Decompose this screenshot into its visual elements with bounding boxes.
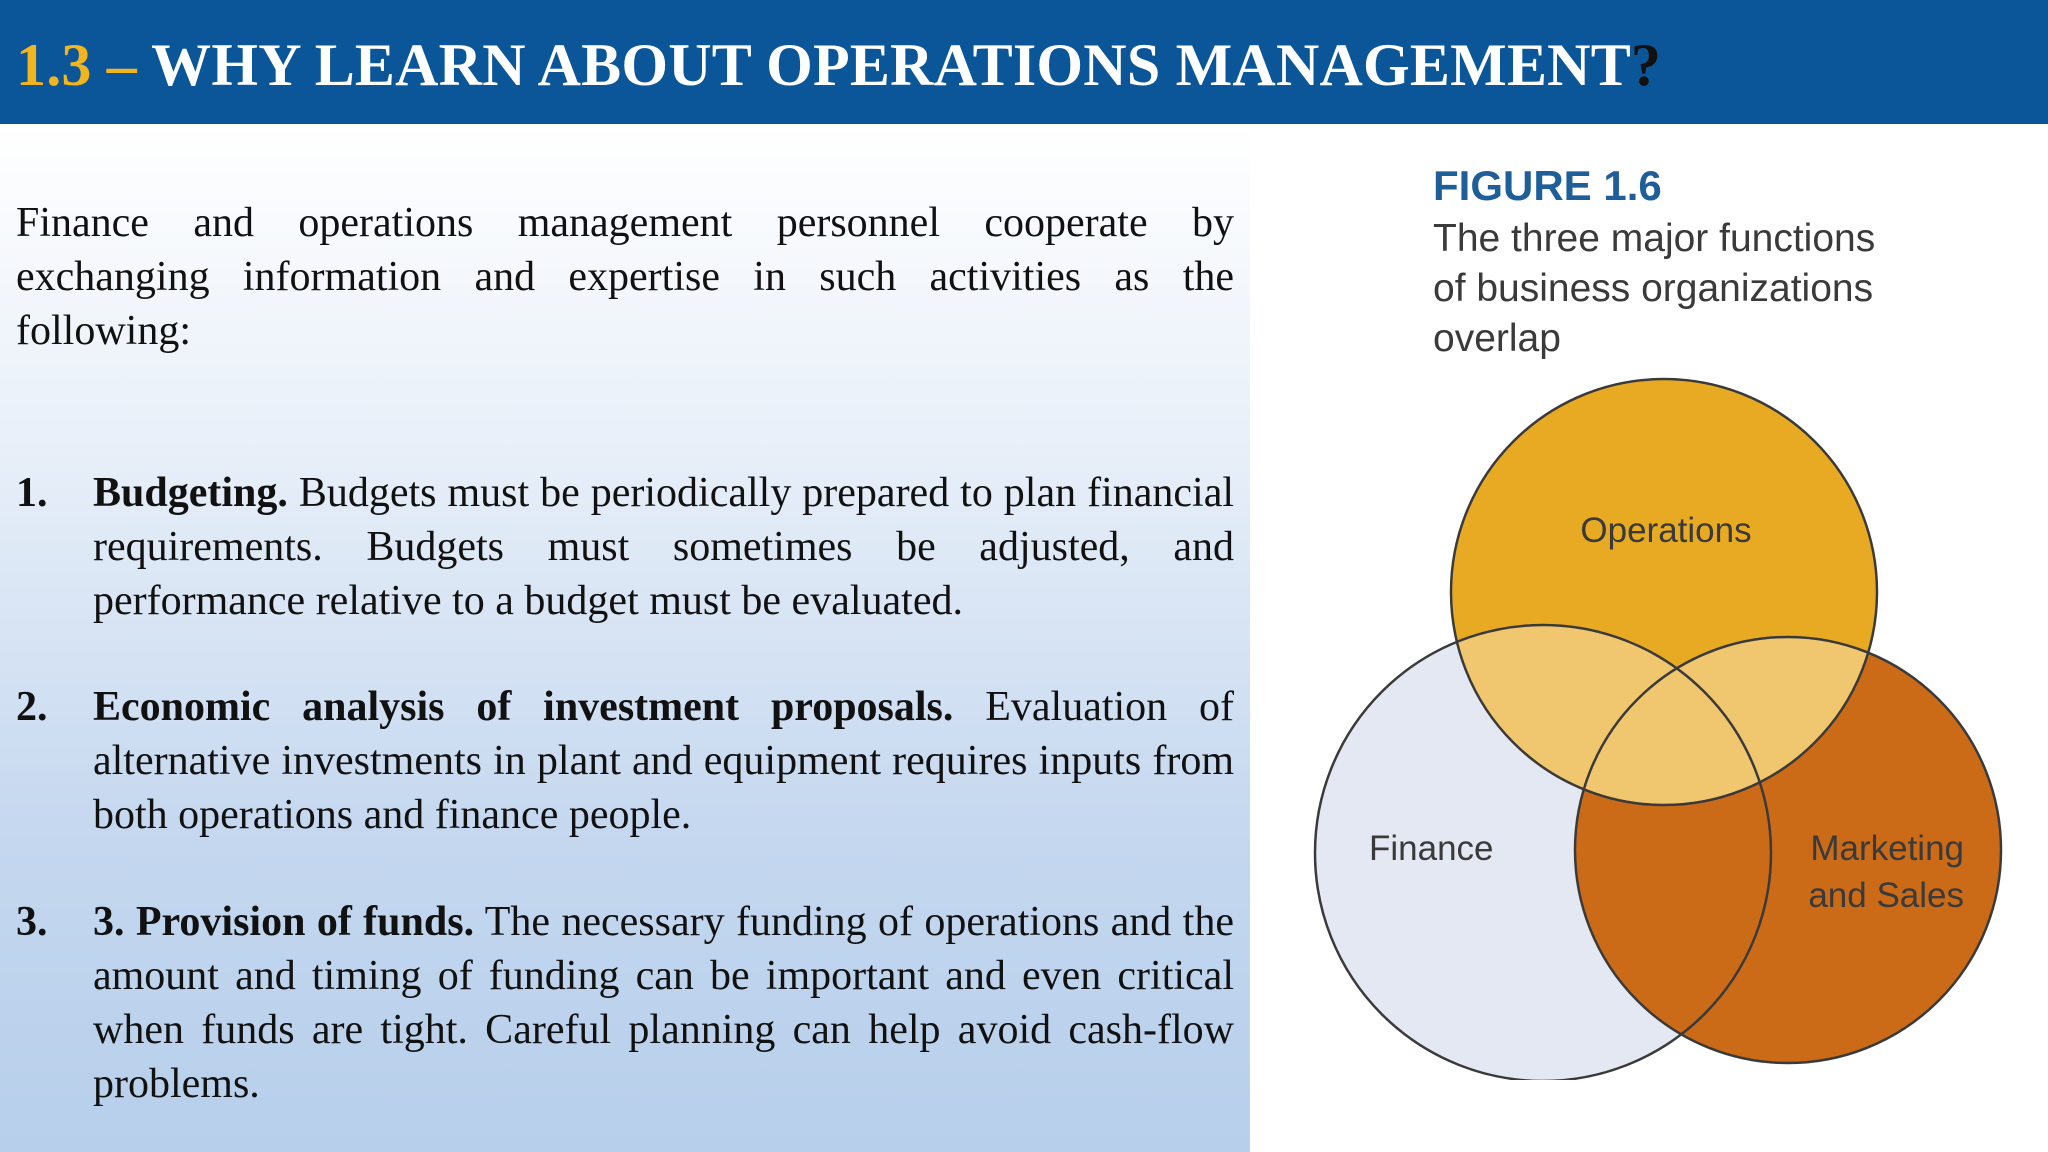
section-number: 1.3 bbox=[16, 32, 92, 98]
item-number: 1. bbox=[16, 470, 48, 516]
item-description: Budgets must be periodically prepared to plan financial requirements. Budgets must sometimes be adjusted, and performance relative to a budget must be evaluated. bbox=[93, 470, 1234, 624]
intro-paragraph: Finance and operations management personnel cooperate by exchanging information and expertise in such activities as the following: bbox=[16, 200, 1234, 354]
item-body bbox=[93, 895, 1234, 1111]
list-item-budgeting bbox=[16, 466, 1234, 628]
figure-caption bbox=[1433, 214, 1993, 364]
venn-diagram bbox=[1300, 360, 2020, 1080]
list-item-provision-of-funds bbox=[16, 895, 1234, 1111]
caption-line-2: of business organizations bbox=[1433, 267, 1874, 310]
title-question-mark: ? bbox=[1630, 32, 1662, 98]
item-term: Budgeting. bbox=[93, 470, 288, 516]
title-bar bbox=[0, 0, 2048, 124]
figure-label: FIGURE 1.6 bbox=[1433, 162, 1662, 209]
item-description: Evaluation of alternative investments in plant and equipment requires inputs from both operations and finance people. bbox=[93, 684, 1234, 838]
caption-line-3: overlap bbox=[1433, 317, 1561, 360]
item-term: 3. Provision of funds. bbox=[93, 899, 475, 945]
item-body bbox=[93, 466, 1234, 628]
caption-line-1: The three major functions bbox=[1433, 217, 1876, 260]
title-separator: – bbox=[91, 32, 152, 98]
marketing-label-line2: and Sales bbox=[1808, 876, 1964, 915]
item-description: The necessary funding of operations and the amount and timing of funding can be important and even critical when funds are tight. Careful planning can help avoid cash-flow problems. bbox=[93, 899, 1234, 1107]
operations-label: Operations bbox=[1580, 511, 1752, 550]
marketing-label-line1: Marketing bbox=[1810, 829, 1964, 868]
slide-title bbox=[16, 30, 1661, 100]
finance-label: Finance bbox=[1369, 829, 1494, 868]
list-item-economic-analysis bbox=[16, 680, 1234, 842]
item-term: Economic analysis of investment proposals. bbox=[93, 684, 954, 730]
item-body bbox=[93, 680, 1234, 842]
item-number: 3. bbox=[16, 899, 48, 945]
item-number: 2. bbox=[16, 684, 48, 730]
title-text: WHY LEARN ABOUT OPERATIONS MANAGEMENT bbox=[151, 32, 1631, 98]
